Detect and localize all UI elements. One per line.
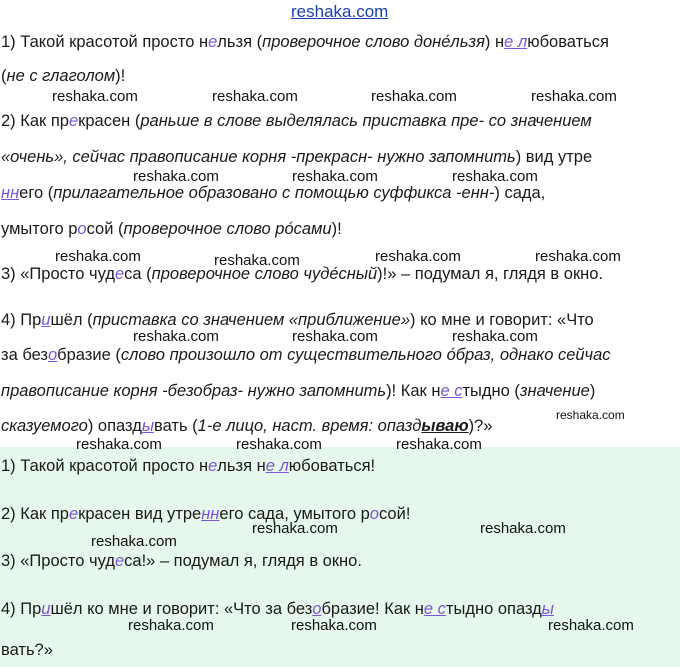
exercise-s4-line4: сказуемого) опаздывать (1-е лицо, наст. время: опаздываю)?» [1, 417, 493, 435]
exercise-s1-line1: 1) Такой красотой просто нельзя (проверочное слово доне́льзя) не любоваться [1, 33, 609, 51]
watermark: reshaka.com [128, 617, 214, 634]
exercise-s2-line3: ннего (прилагательное образовано с помощью суффикса -енн-) сада, [1, 184, 546, 202]
watermark: reshaka.com [133, 328, 219, 345]
watermark: reshaka.com [396, 436, 482, 453]
answer-s4-line2: вать?» [1, 641, 53, 659]
watermark: reshaka.com [252, 520, 338, 537]
watermark: reshaka.com [452, 168, 538, 185]
watermark: reshaka.com [52, 88, 138, 105]
watermark: reshaka.com [55, 248, 141, 265]
answer-s1: 1) Такой красотой просто нельзя не любоваться! [1, 457, 376, 475]
watermark: reshaka.com [76, 436, 162, 453]
watermark: reshaka.com [292, 328, 378, 345]
watermark: reshaka.com [531, 88, 617, 105]
watermark: reshaka.com [480, 520, 566, 537]
site-link[interactable]: reshaka.com [291, 2, 389, 21]
watermark: reshaka.com [375, 248, 461, 265]
watermark: reshaka.com [91, 533, 177, 550]
exercise-s4-line1: 4) Пришёл (приставка со значением «приближение») ко мне и говорит: «Что [1, 311, 594, 329]
watermark: reshaka.com [214, 252, 300, 269]
watermark: reshaka.com [236, 436, 322, 453]
exercise-s3-line1: 3) «Просто чудеса (проверочное слово чуде́сный)!» – подумал я, глядя в окно. [1, 265, 604, 283]
watermark: reshaka.com [291, 617, 377, 634]
exercise-s1-line2: (не с глаголом)! [1, 67, 126, 85]
watermark: reshaka.com [212, 88, 298, 105]
watermark: reshaka.com [548, 617, 634, 634]
exercise-s2-line1: 2) Как прекрасен (раньше в слове выделялась приставка пре- со значением [1, 112, 592, 130]
exercise-s2-line4: умытого росой (проверочное слово ро́сами)! [1, 220, 342, 238]
watermark: reshaka.com [452, 328, 538, 345]
watermark: reshaka.com [371, 88, 457, 105]
exercise-s4-line2: за безобразие (слово произошло от существительного о́браз, однако сейчас [1, 346, 611, 364]
answer-s3: 3) «Просто чудеса!» – подумал я, глядя в окно. [1, 552, 362, 570]
answer-s4-line1: 4) Пришёл ко мне и говорит: «Что за безобразие! Как не стыдно опазды [1, 600, 554, 618]
exercise-s4-line3: правописание корня -безобраз- нужно запомнить)! Как не стыдно (значение) [1, 382, 596, 400]
answer-s2: 2) Как прекрасен вид утреннего сада, умытого росой! [1, 505, 411, 523]
watermark: reshaka.com [133, 168, 219, 185]
exercise-s2-line2: «очень», сейчас правописание корня -прекрасн- нужно запомнить) вид утре [1, 148, 593, 166]
watermark: reshaka.com [292, 168, 378, 185]
watermark: reshaka.com [556, 408, 625, 422]
watermark: reshaka.com [535, 248, 621, 265]
